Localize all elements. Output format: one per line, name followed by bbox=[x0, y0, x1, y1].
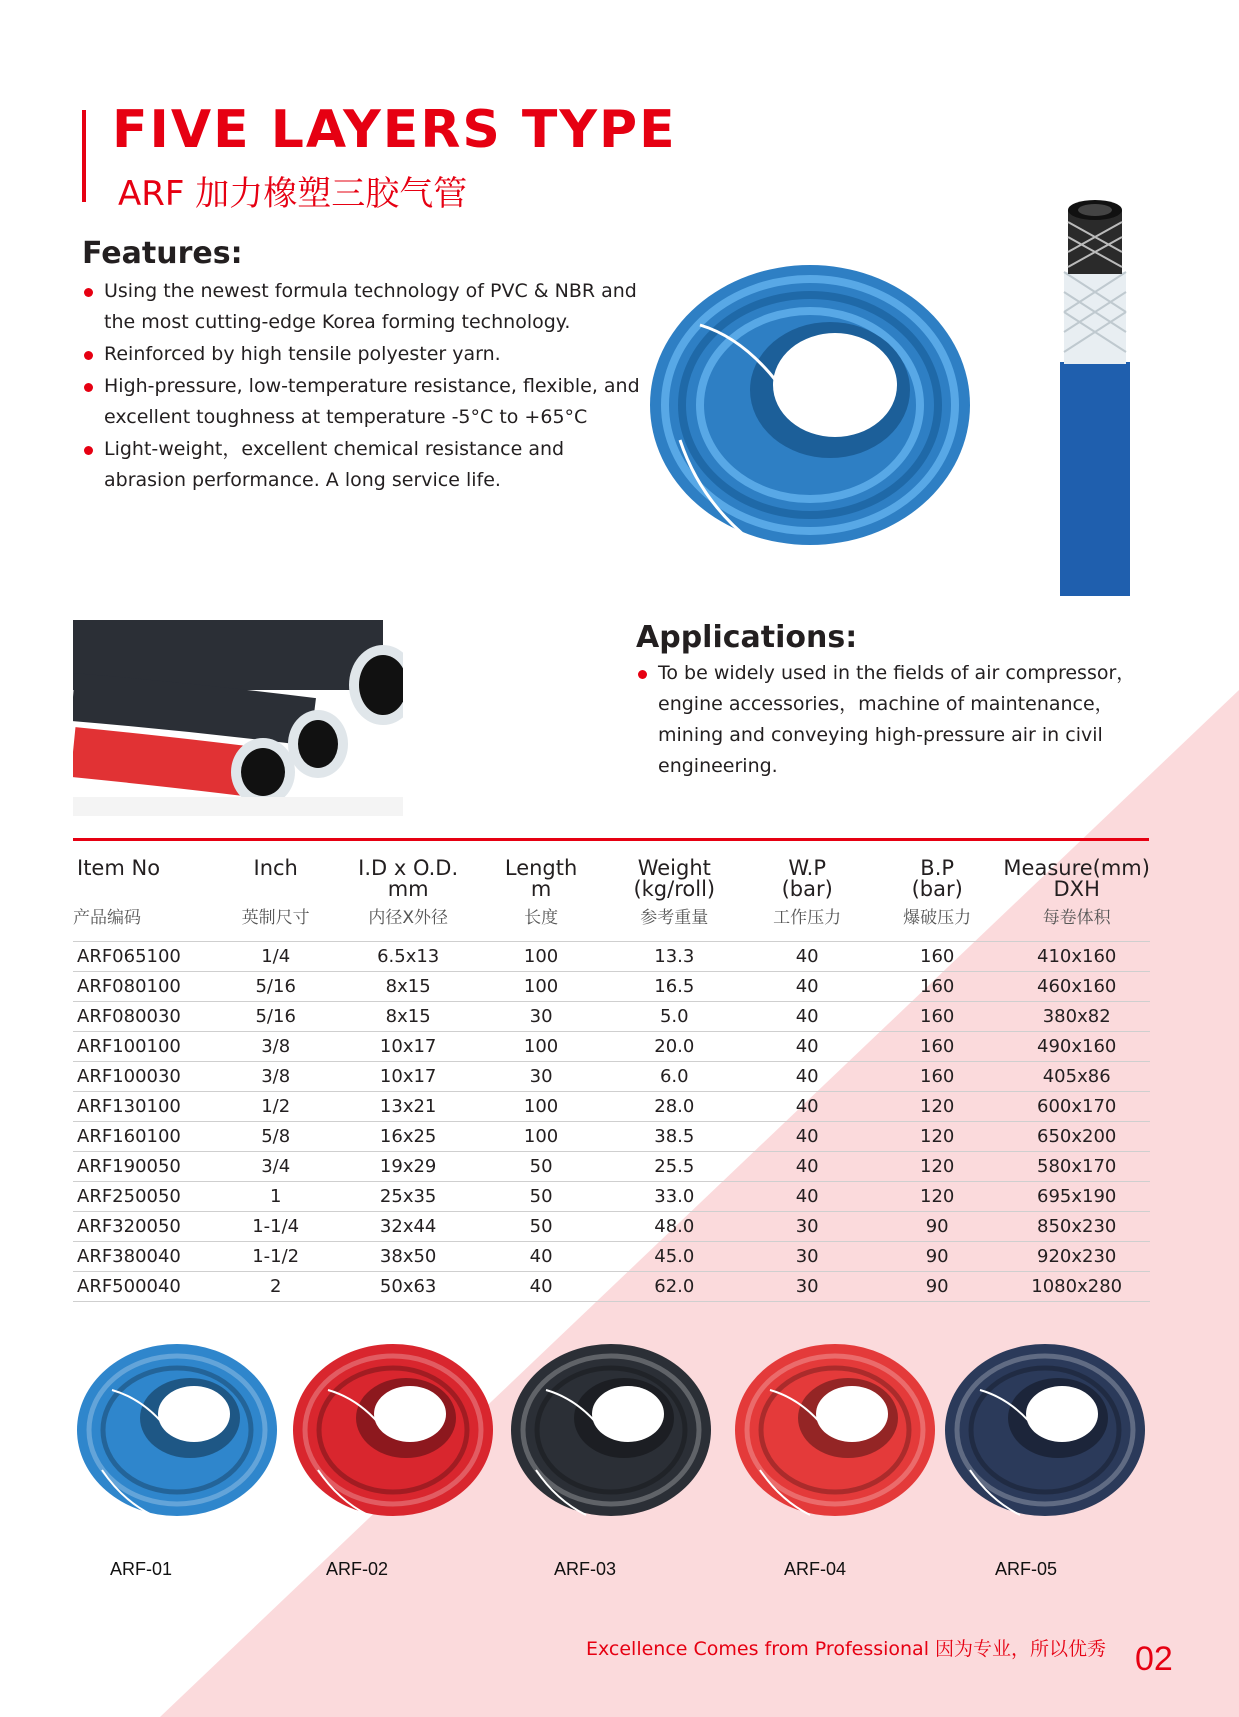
hose-coil-image-arf-05 bbox=[940, 1330, 1150, 1520]
table-cell: 1/2 bbox=[212, 1092, 339, 1122]
table-cell: ARF250050 bbox=[73, 1182, 212, 1212]
table-cell: ARF160100 bbox=[73, 1122, 212, 1152]
variant-label: ARF-01 bbox=[110, 1559, 173, 1579]
table-cell: 380x82 bbox=[1003, 1002, 1150, 1032]
title-accent-bar bbox=[82, 110, 86, 202]
table-cell: ARF380040 bbox=[73, 1242, 212, 1272]
feature-item: Reinforced by high tensile polyester yarn. bbox=[84, 339, 644, 370]
features-list bbox=[84, 276, 644, 497]
table-cell: 160 bbox=[871, 972, 1003, 1002]
table-cell: 120 bbox=[871, 1092, 1003, 1122]
table-cell: 160 bbox=[871, 1002, 1003, 1032]
variant-label: ARF-03 bbox=[554, 1559, 617, 1579]
hose-coil-image-arf-04 bbox=[730, 1330, 940, 1520]
table-row bbox=[73, 1002, 1150, 1032]
table-cell: 120 bbox=[871, 1122, 1003, 1152]
table-cell: 1-1/2 bbox=[212, 1242, 339, 1272]
table-cell: 580x170 bbox=[1003, 1152, 1150, 1182]
bullet-dot-icon bbox=[84, 288, 93, 297]
table-header-row bbox=[73, 850, 1150, 904]
table-cell: 40 bbox=[477, 1272, 605, 1302]
table-cell: 5/8 bbox=[212, 1122, 339, 1152]
table-row bbox=[73, 942, 1150, 972]
table-row bbox=[73, 1032, 1150, 1062]
table-cell: 40 bbox=[743, 1152, 871, 1182]
table-row bbox=[73, 1212, 1150, 1242]
table-cell: 695x190 bbox=[1003, 1182, 1150, 1212]
table-cell: ARF100100 bbox=[73, 1032, 212, 1062]
table-cell: 6.0 bbox=[605, 1062, 743, 1092]
table-cell: 13x21 bbox=[339, 1092, 477, 1122]
table-cell: 40 bbox=[477, 1242, 605, 1272]
variant-label: ARF-05 bbox=[995, 1559, 1058, 1579]
feature-item: Light-weight，excellent chemical resistance and abrasion performance. A long service life. bbox=[84, 434, 644, 496]
table-cell: 30 bbox=[743, 1272, 871, 1302]
hose-ends-image bbox=[73, 612, 403, 816]
table-cell: 40 bbox=[743, 1002, 871, 1032]
hose-coil-image-arf-01 bbox=[72, 1330, 282, 1520]
table-cell: 8x15 bbox=[339, 1002, 477, 1032]
table-row bbox=[73, 1122, 1150, 1152]
table-cell: 40 bbox=[743, 1032, 871, 1062]
table-cell: ARF320050 bbox=[73, 1212, 212, 1242]
table-cell: 13.3 bbox=[605, 942, 743, 972]
table-cell: 40 bbox=[743, 942, 871, 972]
table-cell: 5/16 bbox=[212, 1002, 339, 1032]
table-cell: 30 bbox=[477, 1002, 605, 1032]
table-cell: 100 bbox=[477, 1092, 605, 1122]
table-row bbox=[73, 1272, 1150, 1302]
table-cell: 160 bbox=[871, 942, 1003, 972]
table-cell: 62.0 bbox=[605, 1272, 743, 1302]
bullet-dot-icon bbox=[84, 446, 93, 455]
col-header-cn: 英制尺寸 bbox=[212, 904, 339, 942]
table-cell: 3/8 bbox=[212, 1062, 339, 1092]
table-header-cn-row bbox=[73, 904, 1150, 942]
table-top-rule bbox=[73, 838, 1149, 841]
table-cell: 1080x280 bbox=[1003, 1272, 1150, 1302]
table-cell: 490x160 bbox=[1003, 1032, 1150, 1062]
table-cell: ARF065100 bbox=[73, 942, 212, 972]
table-cell: 600x170 bbox=[1003, 1092, 1150, 1122]
col-header-cn: 长度 bbox=[477, 904, 605, 942]
table-cell: 40 bbox=[743, 1092, 871, 1122]
table-cell: 120 bbox=[871, 1152, 1003, 1182]
table-row bbox=[73, 1062, 1150, 1092]
table-cell: 25x35 bbox=[339, 1182, 477, 1212]
col-header-length: Length m bbox=[504, 856, 578, 901]
col-header-measure: Measure(mm) DXH bbox=[1003, 856, 1150, 901]
table-cell: 3/8 bbox=[212, 1032, 339, 1062]
table-cell: 2 bbox=[212, 1272, 339, 1302]
table-cell: 16.5 bbox=[605, 972, 743, 1002]
table-cell: 90 bbox=[871, 1272, 1003, 1302]
col-header-cn: 爆破压力 bbox=[871, 904, 1003, 942]
table-cell: 50 bbox=[477, 1212, 605, 1242]
table-cell: 33.0 bbox=[605, 1182, 743, 1212]
col-header-cn: 工作压力 bbox=[743, 904, 871, 942]
col-header-item-no: Item No bbox=[77, 856, 161, 880]
table-cell: 5/16 bbox=[212, 972, 339, 1002]
table-cell: 38x50 bbox=[339, 1242, 477, 1272]
table-cell: 20.0 bbox=[605, 1032, 743, 1062]
table-row bbox=[73, 1092, 1150, 1122]
table-cell: 460x160 bbox=[1003, 972, 1150, 1002]
bullet-dot-icon bbox=[84, 383, 93, 392]
bullet-dot-icon bbox=[84, 351, 93, 360]
table-cell: ARF130100 bbox=[73, 1092, 212, 1122]
variant-label: ARF-02 bbox=[326, 1559, 389, 1579]
table-cell: 5.0 bbox=[605, 1002, 743, 1032]
col-header-inch: Inch bbox=[253, 856, 298, 880]
table-cell: 25.5 bbox=[605, 1152, 743, 1182]
table-cell: 100 bbox=[477, 1032, 605, 1062]
table-cell: 19x29 bbox=[339, 1152, 477, 1182]
col-header-cn: 每卷体积 bbox=[1003, 904, 1150, 942]
table-cell: 120 bbox=[871, 1182, 1003, 1212]
table-cell: 100 bbox=[477, 942, 605, 972]
table-cell: 32x44 bbox=[339, 1212, 477, 1242]
features-title: Features: bbox=[82, 236, 243, 271]
table-cell: 30 bbox=[743, 1212, 871, 1242]
table-cell: 3/4 bbox=[212, 1152, 339, 1182]
table-cell: ARF500040 bbox=[73, 1272, 212, 1302]
table-cell: 40 bbox=[743, 1182, 871, 1212]
table-cell: 50x63 bbox=[339, 1272, 477, 1302]
applications-title: Applications: bbox=[636, 620, 858, 655]
table-cell: 30 bbox=[743, 1242, 871, 1272]
table-cell: ARF190050 bbox=[73, 1152, 212, 1182]
table-cell: 50 bbox=[477, 1152, 605, 1182]
footer-slogan: Excellence Comes from Professional 因为专业，所以优秀 bbox=[586, 1638, 1107, 1660]
hose-coil-image-arf-02 bbox=[288, 1330, 498, 1520]
table-row bbox=[73, 972, 1150, 1002]
table-cell: 650x200 bbox=[1003, 1122, 1150, 1152]
table-cell: 90 bbox=[871, 1212, 1003, 1242]
feature-item: High-pressure, low-temperature resistance, flexible, and excellent toughness at temperature -5°C to +65°C bbox=[84, 371, 644, 433]
col-header-id-od: I.D x O.D. mm bbox=[358, 856, 459, 901]
table-cell: ARF100030 bbox=[73, 1062, 212, 1092]
table-cell: 160 bbox=[871, 1032, 1003, 1062]
table-cell: 45.0 bbox=[605, 1242, 743, 1272]
page-title: FIVE LAYERS TYPE bbox=[112, 100, 677, 160]
table-cell: 8x15 bbox=[339, 972, 477, 1002]
applications-list bbox=[638, 658, 1168, 783]
table-cell: 10x17 bbox=[339, 1062, 477, 1092]
variant-label: ARF-04 bbox=[784, 1559, 847, 1579]
table-cell: 90 bbox=[871, 1242, 1003, 1272]
table-cell: 160 bbox=[871, 1062, 1003, 1092]
table-cell: ARF080030 bbox=[73, 1002, 212, 1032]
table-cell: 16x25 bbox=[339, 1122, 477, 1152]
col-header-weight: Weight (kg/roll) bbox=[633, 856, 716, 901]
table-cell: 1 bbox=[212, 1182, 339, 1212]
table-cell: 38.5 bbox=[605, 1122, 743, 1152]
col-header-wp: W.P (bar) bbox=[781, 856, 833, 901]
table-cell: 40 bbox=[743, 1062, 871, 1092]
col-header-cn: 内径X外径 bbox=[339, 904, 477, 942]
hose-layers-cutaway-image bbox=[1050, 192, 1140, 596]
table-cell: 40 bbox=[743, 972, 871, 1002]
table-row bbox=[73, 1182, 1150, 1212]
bullet-dot-icon bbox=[638, 670, 647, 679]
table-cell: 1/4 bbox=[212, 942, 339, 972]
table-row bbox=[73, 1242, 1150, 1272]
table-cell: 6.5x13 bbox=[339, 942, 477, 972]
table-cell: 100 bbox=[477, 972, 605, 1002]
table-cell: 850x230 bbox=[1003, 1212, 1150, 1242]
table-row bbox=[73, 1152, 1150, 1182]
table-cell: 405x86 bbox=[1003, 1062, 1150, 1092]
table-cell: 1-1/4 bbox=[212, 1212, 339, 1242]
table-cell: 40 bbox=[743, 1122, 871, 1152]
application-item: To be widely used in the fields of air compressor，engine accessories，machine of maintenance，mining and conveying high-pressure air in civil engineering. bbox=[638, 658, 1168, 782]
page-number: 02 bbox=[1135, 1640, 1173, 1678]
table-cell: 48.0 bbox=[605, 1212, 743, 1242]
table-cell: 28.0 bbox=[605, 1092, 743, 1122]
table-cell: 410x160 bbox=[1003, 942, 1150, 972]
table-cell: 50 bbox=[477, 1182, 605, 1212]
col-header-bp: B.P (bar) bbox=[911, 856, 963, 901]
col-header-cn: 参考重量 bbox=[605, 904, 743, 942]
table-cell: 30 bbox=[477, 1062, 605, 1092]
table-cell: 100 bbox=[477, 1122, 605, 1152]
hose-coil-image-arf-03 bbox=[506, 1330, 716, 1520]
blue-hose-coil-image bbox=[640, 240, 980, 570]
table-cell: 10x17 bbox=[339, 1032, 477, 1062]
table-cell: ARF080100 bbox=[73, 972, 212, 1002]
feature-item: Using the newest formula technology of PVC & NBR and the most cutting-edge Korea forming technology. bbox=[84, 276, 644, 338]
page-subtitle: ARF 加力橡塑三胶气管 bbox=[118, 174, 468, 214]
table-cell: 920x230 bbox=[1003, 1242, 1150, 1272]
col-header-cn: 产品编码 bbox=[73, 904, 212, 942]
spec-table bbox=[73, 850, 1150, 1302]
